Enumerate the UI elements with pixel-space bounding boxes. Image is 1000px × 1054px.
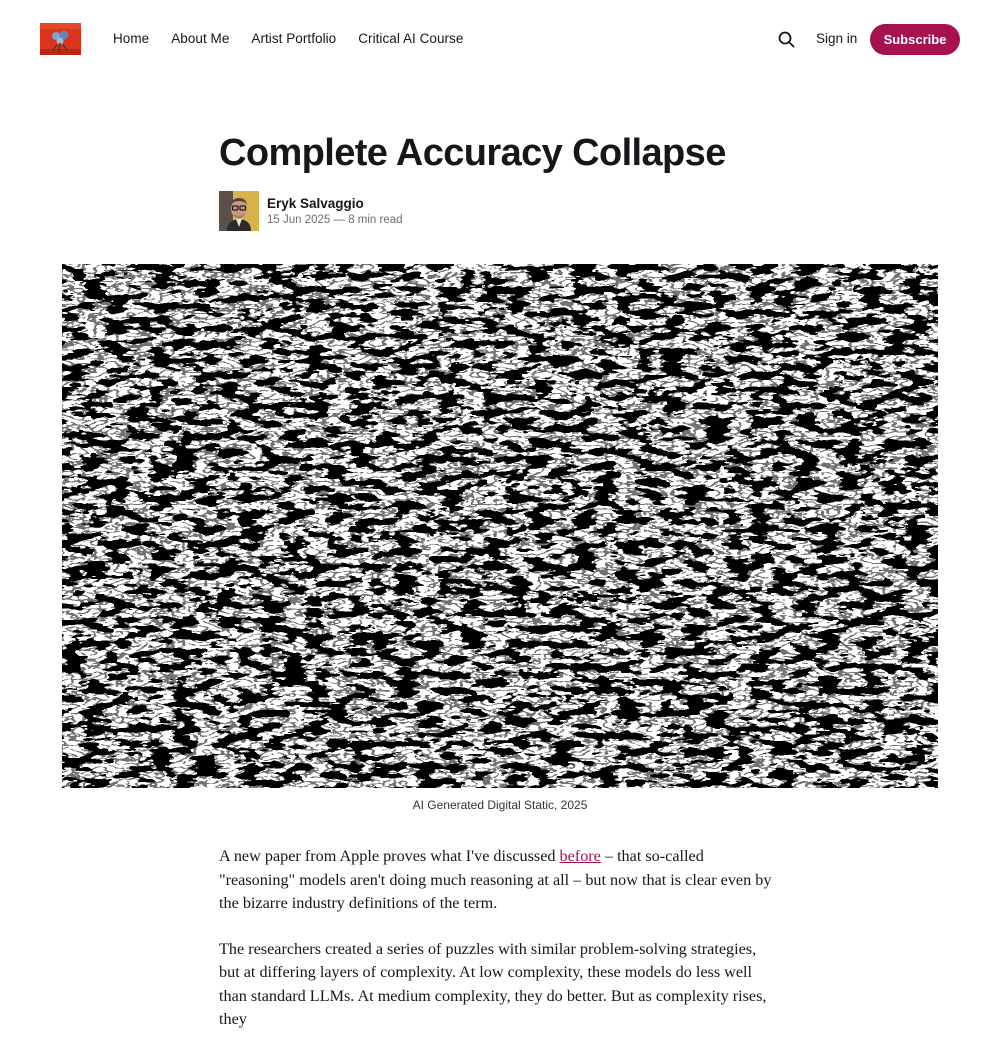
digital-static-image (62, 264, 938, 788)
before-link[interactable]: before (559, 847, 601, 865)
author-avatar[interactable] (219, 191, 259, 231)
nav-critical-ai-course[interactable]: Critical AI Course (358, 31, 464, 46)
paragraph-1-end: – that so-called "reasoning" models aren't doing much reasoning at all – but now that is clear even by the bizarre industry definitions of the term. (219, 847, 772, 912)
nav-home[interactable]: Home (113, 31, 150, 46)
meta-separator: — (330, 214, 349, 226)
article-meta (267, 213, 403, 227)
publish-date: 15 Jun 2025 (267, 214, 331, 226)
site-logo[interactable] (40, 23, 81, 55)
sign-in-link[interactable]: Sign in (816, 31, 858, 46)
main-nav (113, 30, 485, 48)
image-caption: AI Generated Digital Static, 2025 (412, 798, 588, 812)
search-icon[interactable] (776, 29, 797, 50)
read-time: 8 min read (348, 214, 403, 226)
logo-image (40, 23, 81, 55)
paragraph-1-start: A new paper from Apple proves what I've discussed (219, 847, 560, 865)
nav-about-me[interactable]: About Me (171, 31, 230, 46)
article-body (219, 845, 779, 1054)
paragraph-2: The researchers created a series of puzzles with similar problem-solving strategies, but at differing layers of complexity. At low complexity, these models do less well than standard LLMs. At medium complexity, they do better. But as complexity rises, they (219, 939, 767, 1028)
subscribe-button[interactable]: Subscribe (870, 24, 960, 55)
article-title: Complete Accuracy Collapse (219, 132, 726, 174)
author-name[interactable]: Eryk Salvaggio (267, 196, 364, 211)
site-header (0, 0, 1000, 78)
nav-artist-portfolio[interactable]: Artist Portfolio (251, 31, 337, 46)
feature-image (62, 264, 938, 788)
paragraph-1 (219, 845, 779, 916)
